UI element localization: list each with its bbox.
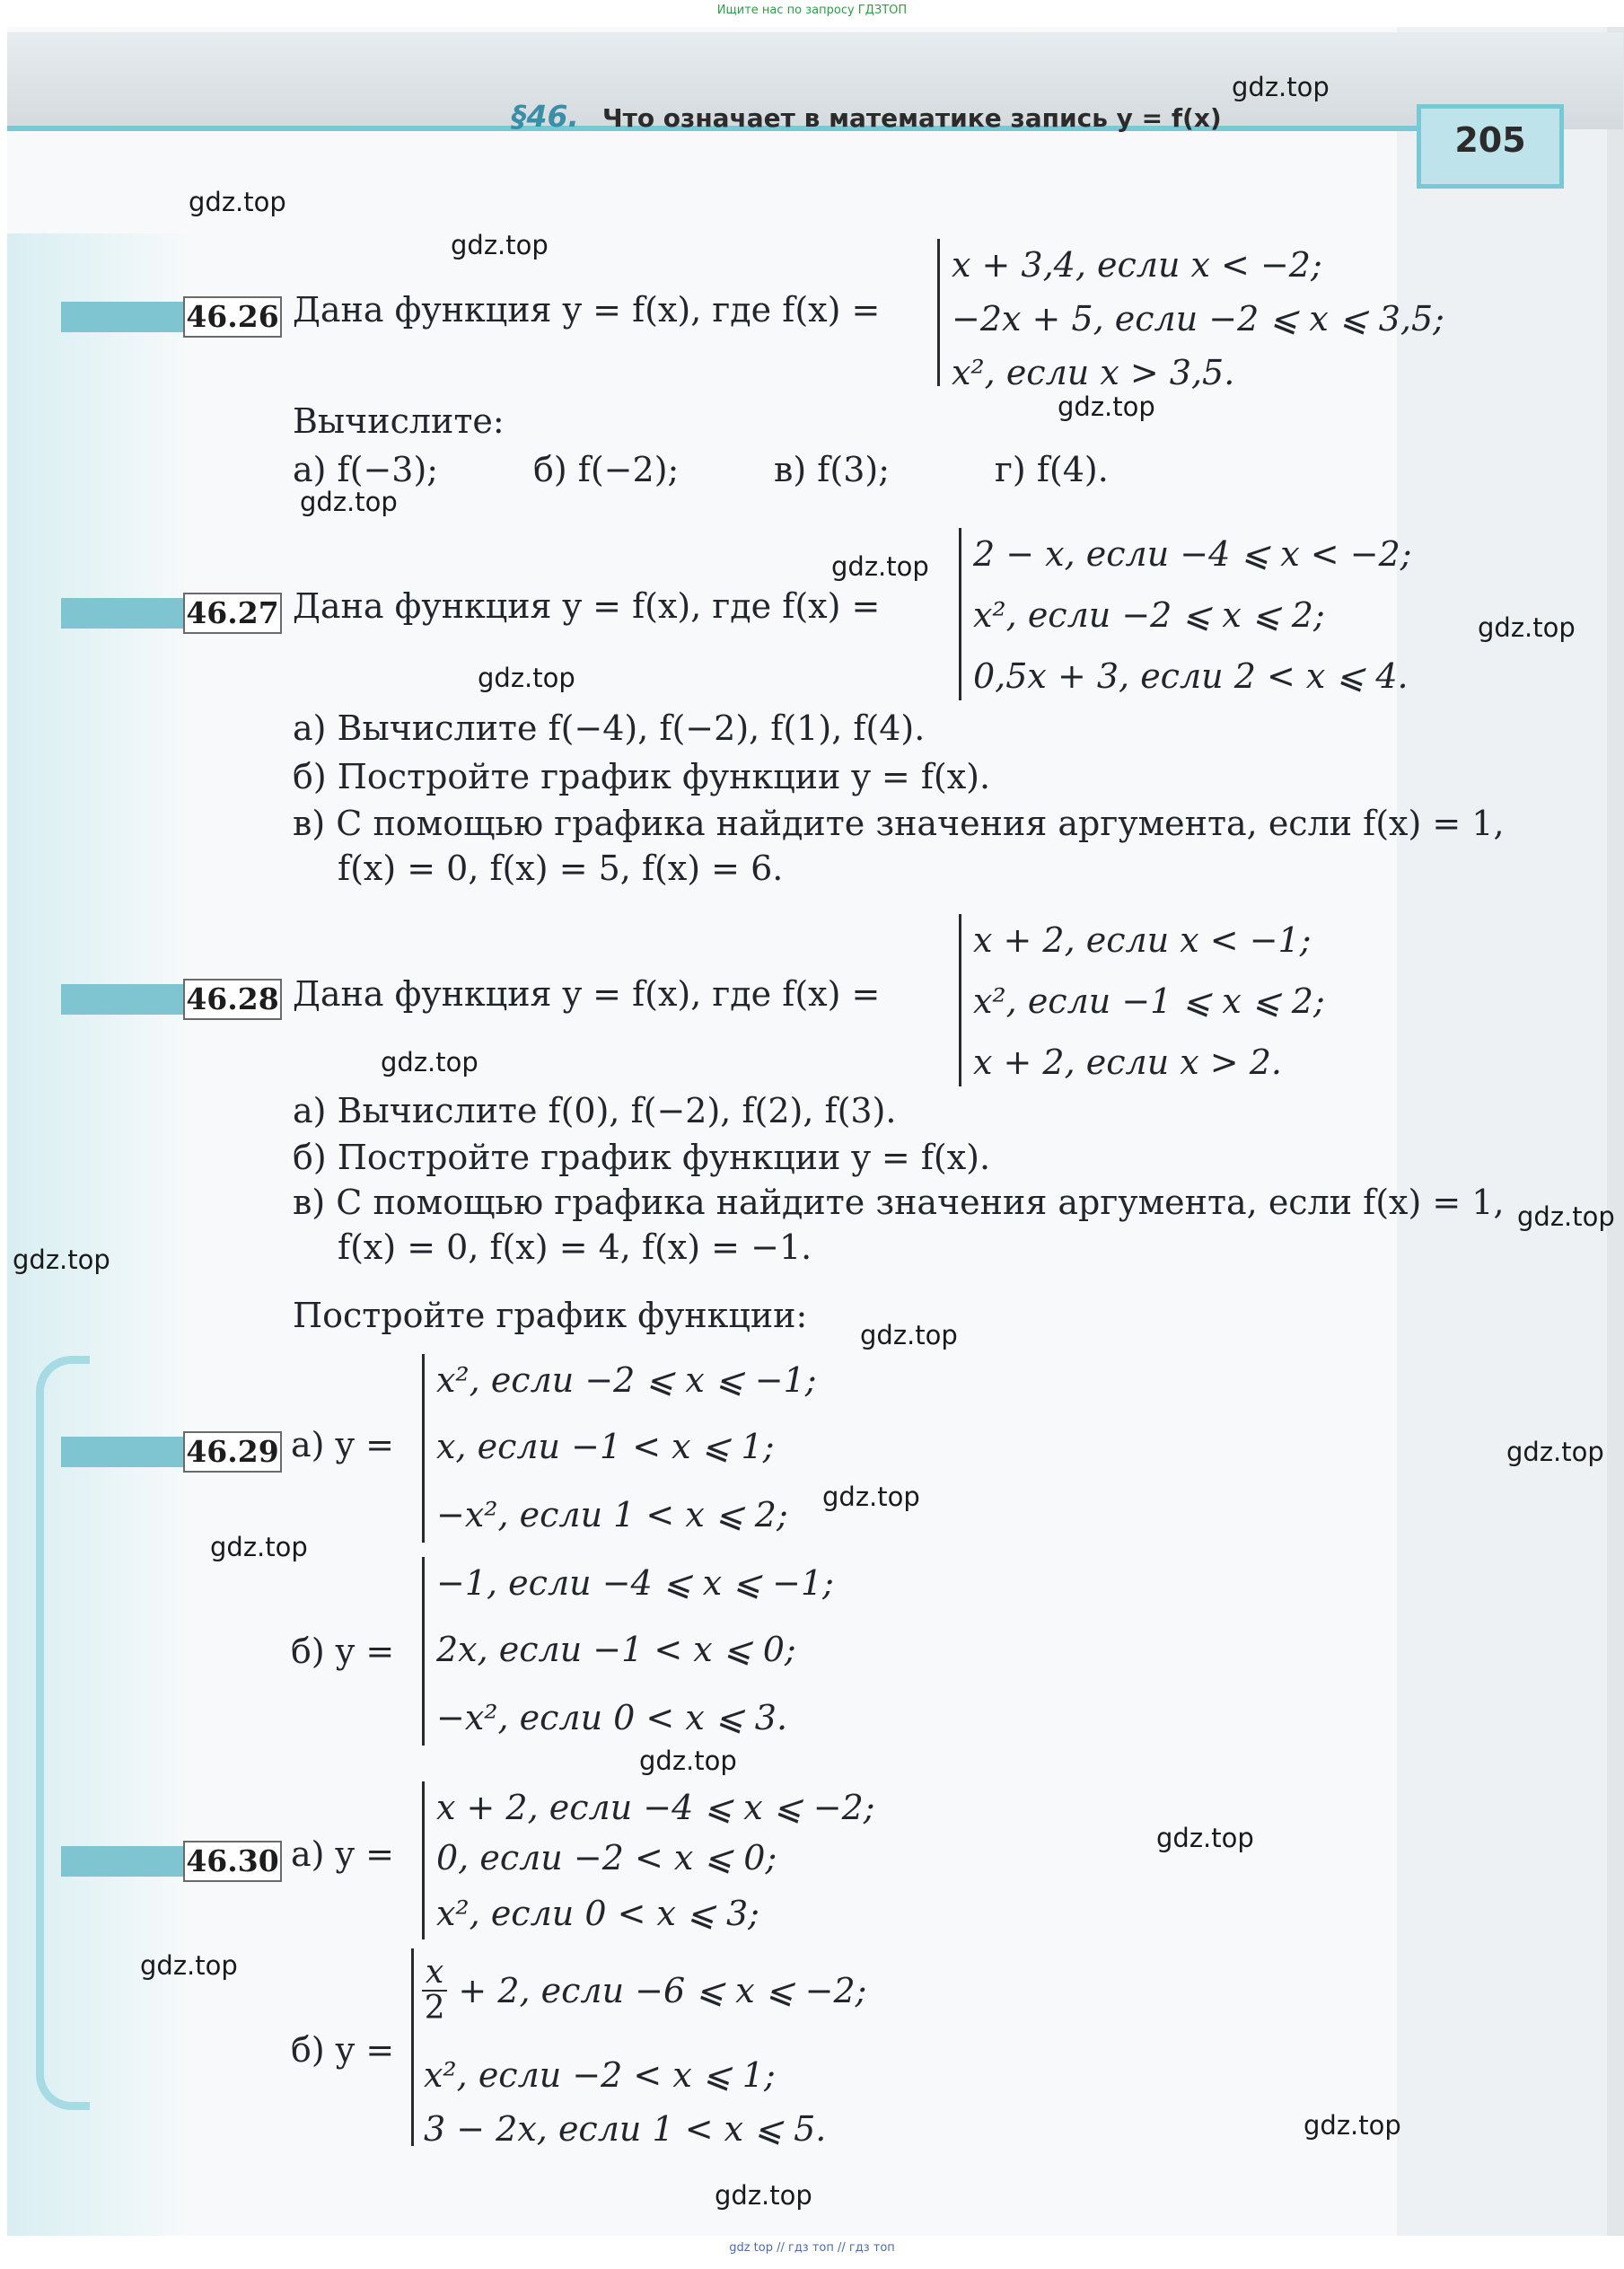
- item-b: б) Постройте график функции y = f(x).: [293, 757, 991, 796]
- problem-number: 46.29: [183, 1431, 282, 1473]
- problem-band: [61, 598, 189, 629]
- item-c: в) f(3);: [774, 450, 890, 489]
- case-brace: [422, 1557, 425, 1746]
- watermark: gdz.top: [140, 1950, 238, 1981]
- case-line: x², если −2 ⩽ x ⩽ 2;: [973, 595, 1325, 635]
- watermark: gdz.top: [210, 1532, 308, 1562]
- watermark: gdz.top: [381, 1047, 478, 1077]
- group-bracket: [36, 1356, 90, 2110]
- fraction: [422, 1956, 447, 2026]
- problem-statement: Дана функция y = f(x), где f(x) =: [293, 290, 881, 330]
- watermark: gdz.top: [13, 1244, 110, 1275]
- problem-band: [61, 302, 189, 332]
- fraction-numerator: x: [422, 1956, 447, 1992]
- case-line: [422, 1956, 866, 2026]
- case-brace: [959, 528, 961, 700]
- case-line: x, если −1 < x ⩽ 1;: [436, 1427, 775, 1466]
- case-line: 0,5x + 3, если 2 < x ⩽ 4.: [973, 656, 1409, 696]
- case-line: −x², если 1 < x ⩽ 2;: [436, 1495, 788, 1535]
- watermark: gdz.top: [300, 487, 398, 517]
- problem-band: [61, 984, 189, 1015]
- case-line: x², если −2 < x ⩽ 1;: [424, 2055, 776, 2095]
- section-title: Что означает в математике запись y = f(x): [601, 103, 1222, 133]
- section-number: §46.: [512, 99, 579, 134]
- watermark: gdz.top: [1232, 72, 1330, 102]
- page-header-title: [512, 99, 1222, 134]
- fraction-denominator: 2: [424, 1989, 445, 2027]
- bottom-note: gdz top // гдз топ // гдз топ: [729, 2241, 895, 2255]
- watermark: gdz.top: [1517, 1201, 1615, 1232]
- case-line: x + 2, если x > 2.: [973, 1042, 1282, 1082]
- item-a-label: а) y =: [291, 1425, 394, 1464]
- case-brace: [959, 914, 961, 1086]
- watermark: gdz.top: [451, 230, 549, 260]
- case-line: x + 2, если x < −1;: [973, 920, 1312, 960]
- case-line: 0, если −2 < x ⩽ 0;: [436, 1838, 777, 1878]
- item-c: в) С помощью графика найдите значения аргумента, если f(x) = 1,: [293, 1183, 1505, 1222]
- case-line: x + 2, если −4 ⩽ x ⩽ −2;: [436, 1788, 875, 1827]
- case-line: 3 − 2x, если 1 < x ⩽ 5.: [424, 2109, 827, 2149]
- page-right-shade: [1397, 27, 1623, 2236]
- item-a: а) f(−3);: [293, 450, 439, 489]
- problem-statement: Дана функция y = f(x), где f(x) =: [293, 974, 881, 1014]
- watermark: gdz.top: [831, 551, 929, 582]
- case-line: −1, если −4 ⩽ x ⩽ −1;: [436, 1563, 834, 1603]
- problem-number: 46.27: [183, 593, 282, 634]
- page-background: [7, 27, 1623, 2236]
- problem-number: 46.30: [183, 1841, 282, 1882]
- problem-number: 46.28: [183, 979, 282, 1020]
- item-c: в) С помощью графика найдите значения аргумента, если f(x) = 1,: [293, 804, 1505, 843]
- section-prompt: Постройте график функции:: [293, 1296, 808, 1335]
- item-c-continued: f(x) = 0, f(x) = 5, f(x) = 6.: [338, 849, 784, 888]
- page-edge: [1607, 27, 1624, 2236]
- watermark: gdz.top: [1058, 391, 1155, 422]
- case-line: x², если −1 ⩽ x ⩽ 2;: [973, 981, 1325, 1021]
- case-line: 2 − x, если −4 ⩽ x < −2;: [973, 534, 1412, 574]
- case-line: −2x + 5, если −2 ⩽ x ⩽ 3,5;: [952, 299, 1444, 339]
- case-rest: + 2, если −6 ⩽ x ⩽ −2;: [458, 1970, 867, 2010]
- watermark: gdz.top: [639, 1746, 737, 1776]
- watermark: gdz.top: [822, 1482, 920, 1512]
- case-brace: [411, 1948, 414, 2146]
- case-line: x², если −2 ⩽ x ⩽ −1;: [436, 1360, 817, 1400]
- watermark: gdz.top: [1304, 2110, 1401, 2141]
- item-a: а) Вычислите f(−4), f(−2), f(1), f(4).: [293, 708, 926, 748]
- item-b: б) Постройте график функции y = f(x).: [293, 1138, 991, 1177]
- item-d: г) f(4).: [995, 450, 1109, 489]
- case-line: x², если 0 < x ⩽ 3;: [436, 1894, 759, 1933]
- problem-band: [61, 1437, 189, 1467]
- case-line: x + 3,4, если x < −2;: [952, 245, 1322, 285]
- item-b-label: б) y =: [291, 1631, 395, 1671]
- page-left-margin: [7, 233, 187, 2236]
- page-number: 205: [1454, 120, 1526, 160]
- watermark: gdz.top: [860, 1320, 958, 1350]
- prompt-text: Вычислите:: [293, 401, 505, 441]
- item-c-continued: f(x) = 0, f(x) = 4, f(x) = −1.: [338, 1227, 812, 1267]
- case-line: −x², если 0 < x ⩽ 3.: [436, 1698, 788, 1737]
- watermark: gdz.top: [1478, 612, 1576, 643]
- watermark: gdz.top: [1506, 1437, 1604, 1467]
- watermark: gdz.top: [715, 2180, 812, 2211]
- item-a: а) Вычислите f(0), f(−2), f(2), f(3).: [293, 1091, 897, 1130]
- item-b-label: б) y =: [291, 2030, 395, 2070]
- item-a-label: а) y =: [291, 1834, 394, 1874]
- case-brace: [422, 1781, 425, 1939]
- case-line: x², если x > 3,5.: [952, 353, 1235, 392]
- problem-statement: Дана функция y = f(x), где f(x) =: [293, 586, 881, 626]
- case-brace: [422, 1354, 425, 1543]
- watermark: gdz.top: [189, 187, 286, 217]
- case-line: 2x, если −1 < x ⩽ 0;: [436, 1630, 796, 1669]
- problem-band: [61, 1846, 189, 1877]
- problem-number: 46.26: [183, 296, 282, 338]
- watermark: gdz.top: [1156, 1823, 1254, 1853]
- top-note: Ищите нас по запросу ГДЗТОП: [716, 4, 908, 17]
- watermark: gdz.top: [478, 663, 575, 693]
- item-b: б) f(−2);: [533, 450, 680, 489]
- case-brace: [937, 239, 940, 386]
